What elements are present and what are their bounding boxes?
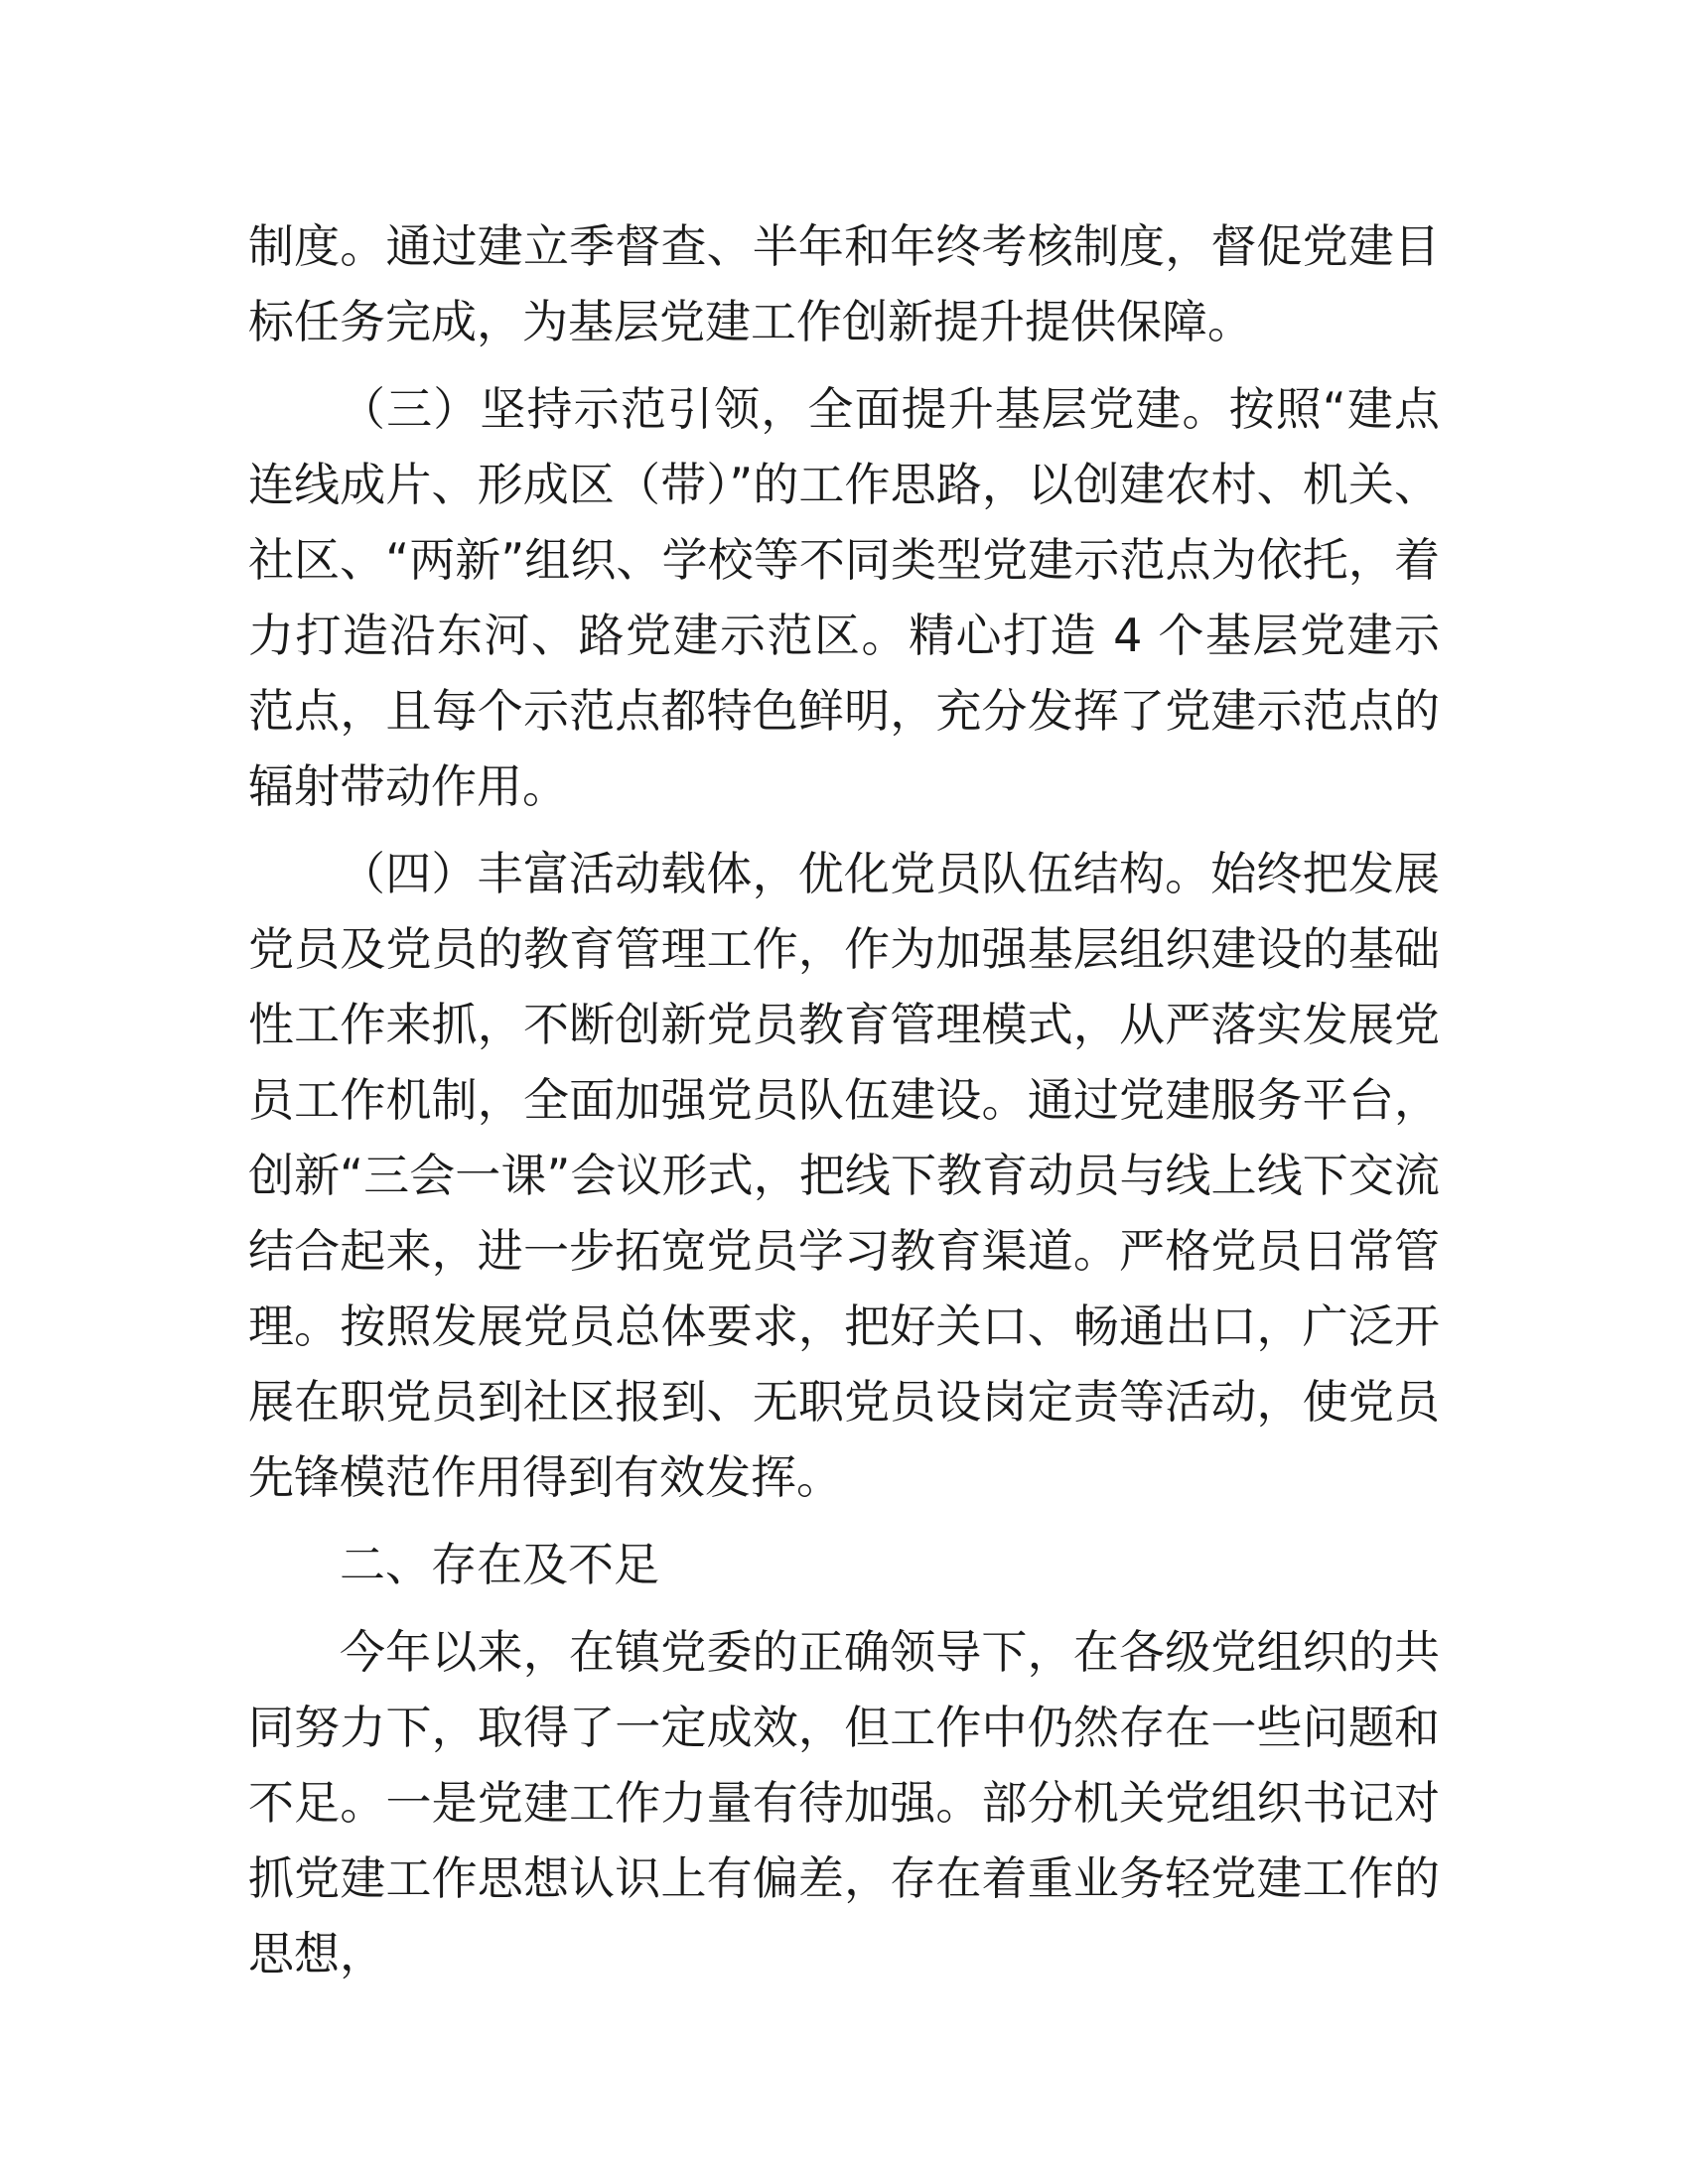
paragraph-section-four: （四）丰富活动载体，优化党员队伍结构。始终把发展党员及党员的教育管理工作，作为加强基层组织建设的基础性工作来抓，不断创新党员教育管理模式，从严落实发展党员工作机制，全面加强党员队伍建设。通过党建服务平台，创新“三会一课”会议形式，把线下教育动员与线上线下交流结合起来，进一步拓宽党员学习教育渠道。严格党员日常管理。按照发展党员总体要求，把好关口、畅通出口，广泛开展在职党员到社区报到、无职党员设岗定责等活动，使党员先锋模范作用得到有效发挥。: [248, 847, 1440, 1504]
paragraph-continuation: 制度。通过建立季督查、半年和年终考核制度，督促党建目标任务完成，为基层党建工作创新提升提供保障。: [248, 219, 1440, 348]
document-body: [248, 208, 1440, 2003]
paragraph-problems: 今年以来，在镇党委的正确领导下，在各级党组织的共同努力下，取得了一定成效，但工作中仍然存在一些问题和不足。一是党建工作力量有待加强。部分机关党组织书记对抓党建工作思想认识上有偏差，存在着重业务轻党建工作的思想，: [248, 1625, 1440, 1980]
section-heading-two: 二、存在及不足: [340, 1538, 659, 1591]
paragraph-section-three: （三）坚持示范引领，全面提升基层党建。按照“建点连线成片、形成区（带）”的工作思路，以创建农村、机关、社区、“两新”组织、学校等不同类型党建示范点为依托，着力打造沿东河、路党建示范区。精心打造 4 个基层党建示范点，且每个示范点都特色鲜明，充分发挥了党建示范点的辐射带动作用。: [248, 382, 1440, 813]
